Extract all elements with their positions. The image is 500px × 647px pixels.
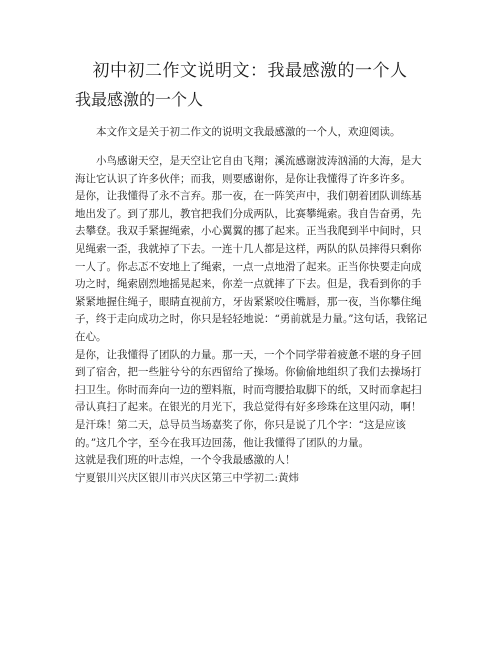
essay-title: 我最感激的一个人	[75, 90, 204, 109]
essay-body	[75, 153, 431, 487]
paragraph-never-give-up: 是你，让我懂得了永不言弃。那一夜，在一阵笑声中，我们朝着团队训练基地出发了。到了那儿，教官把我们分成两队，比赛攀绳索。我自告奋勇，先去攀登。我双手紧握绳索，小心翼翼的挪了起来。正当我爬到半中间时，只见绳索一歪，我就掉了下去。一连十几人都是这样，两队的队员摔得只剩你一人了。你忐忑不安地上了绳索，一点一点地滑了起来。正当你快要走向成功之时，绳索剧烈地摇晃起来，你差一点就摔了下去。但是，我看到你的手紧紧地握住绳子，眼睛直视前方，牙齿紧紧咬住嘴唇，那一夜，当你攀住绳子，终于走向成功之时，你只是轻轻地说：“勇前就是力量。”这句话，我铭记在心。	[75, 190, 427, 343]
paragraph-conclusion: 这就是我们班的叶志煌，一个令我最感激的人！	[75, 454, 296, 467]
paragraph-team-power: 是你，让我懂得了团队的力量。那一天，一个个同学带着疲惫不堪的身子回到了宿舍，把一些脏兮兮的东西留给了操场。你偷偷地组织了我们去操场打扫卫生。你时而奔向一边的塑料瓶，时而弯腰拾取脚下的纸，又时而拿起扫帚认真扫了起来。在银光的月光下，我总觉得有好多珍珠在这里闪动，啊！是汗珠！第二天，总导员当场嘉奖了你，你只是说了几个字：“这是应该的。”这几个字，至今在我耳边回荡，他让我懂得了团队的力量。	[75, 348, 422, 449]
document-title: 初中初二作文说明文：我最感激的一个人	[92, 61, 408, 81]
intro-line: 本文作文是关于初二作文的说明文我最感激的一个人，欢迎阅读。	[96, 126, 401, 138]
paragraph-opening: 小鸟感谢天空，是天空让它自由飞翔；溪流感谢波涛汹涌的大海，是大海让它认识了许多伙伴；而我，则要感谢你，是你让我懂得了许多许多。	[75, 155, 422, 185]
author-line: 宁夏银川兴庆区银川市兴庆区第三中学初二:黄炜	[75, 471, 300, 484]
